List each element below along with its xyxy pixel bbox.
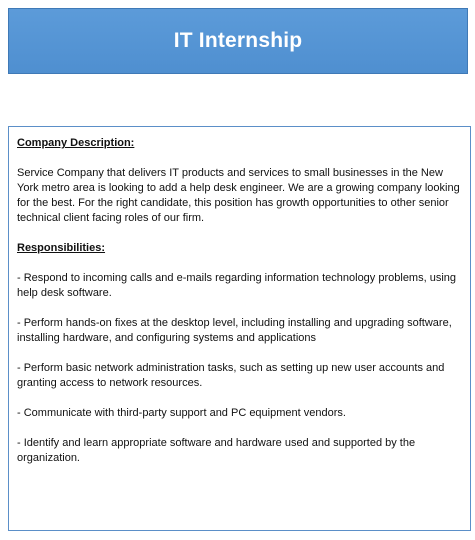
responsibility-item: - Perform hands-on fixes at the desktop level, including installing and upgrading software, installing hardware, and configuring systems and applications — [17, 317, 452, 344]
responsibility-item: - Respond to incoming calls and e-mails regarding information technology problems, using help desk software. — [17, 272, 457, 299]
responsibility-item: - Perform basic network administration tasks, such as setting up new user accounts and granting access to network resources. — [17, 362, 445, 389]
responsibilities-list — [17, 271, 460, 466]
company-description-text: Service Company that delivers IT products and services to small businesses in the New York metro area is looking to add a help desk engineer. We are a growing company looking for the best. For the right candidate, this position has growth opportunities to other senior technical client facing roles of our firm. — [17, 167, 460, 224]
responsibility-item: - Communicate with third-party support and PC equipment vendors. — [17, 407, 346, 419]
responsibilities-heading: Responsibilities: — [17, 242, 106, 254]
job-description-box — [8, 126, 471, 531]
responsibility-item: - Identify and learn appropriate software and hardware used and supported by the organization. — [17, 437, 416, 464]
title-banner — [8, 8, 468, 74]
company-description-heading: Company Description: — [17, 137, 135, 149]
page-title: IT Internship — [173, 29, 303, 52]
